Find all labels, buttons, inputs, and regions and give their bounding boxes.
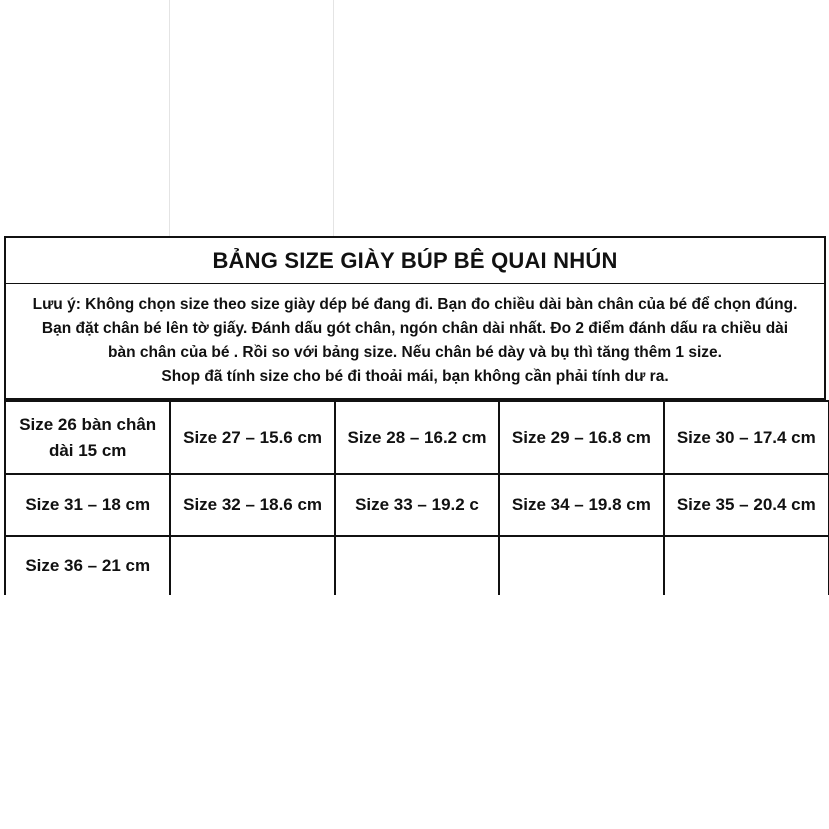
size-cell: Size 34 – 19.8 cm xyxy=(499,474,663,536)
size-table xyxy=(4,400,829,595)
gridline xyxy=(169,0,170,237)
note-line: Lưu ý: Không chọn size theo size giày dép bé đang đi. Bạn đo chiều dài bàn chân của bé để chọn đúng. xyxy=(32,296,798,313)
size-cell: Size 30 – 17.4 cm xyxy=(664,401,829,474)
table-row xyxy=(5,401,829,474)
size-cell: Size 29 – 16.8 cm xyxy=(499,401,663,474)
size-cell: Size 27 – 15.6 cm xyxy=(170,401,334,474)
empty-cell xyxy=(170,536,334,595)
table-row xyxy=(5,536,829,595)
empty-cell xyxy=(335,536,499,595)
size-chart xyxy=(4,236,826,595)
size-cell: Size 31 – 18 cm xyxy=(5,474,170,536)
gridline xyxy=(333,0,334,237)
size-cell: Size 28 – 16.2 cm xyxy=(335,401,499,474)
empty-cell xyxy=(499,536,663,595)
size-cell: Size 36 – 21 cm xyxy=(5,536,170,595)
note xyxy=(4,284,826,400)
size-cell: Size 32 – 18.6 cm xyxy=(170,474,334,536)
chart-title: BẢNG SIZE GIÀY BÚP BÊ QUAI NHÚN xyxy=(4,236,826,284)
note-line: Bạn đặt chân bé lên tờ giấy. Đánh dấu gót chân, ngón chân dài nhất. Đo 2 điểm đánh dấu ra chiều dài xyxy=(41,320,789,337)
size-cell: Size 33 – 19.2 c xyxy=(335,474,499,536)
note-line: Shop đã tính size cho bé đi thoải mái, bạn không cần phải tính dư ra. xyxy=(161,368,669,385)
empty-cell xyxy=(664,536,829,595)
size-cell: Size 35 – 20.4 cm xyxy=(664,474,829,536)
table-row xyxy=(5,474,829,536)
size-cell: Size 26 bàn chân dài 15 cm xyxy=(5,401,170,474)
note-line: bàn chân của bé . Rồi so với bảng size. Nếu chân bé dày và bụ thì tăng thêm 1 size. xyxy=(108,344,722,361)
